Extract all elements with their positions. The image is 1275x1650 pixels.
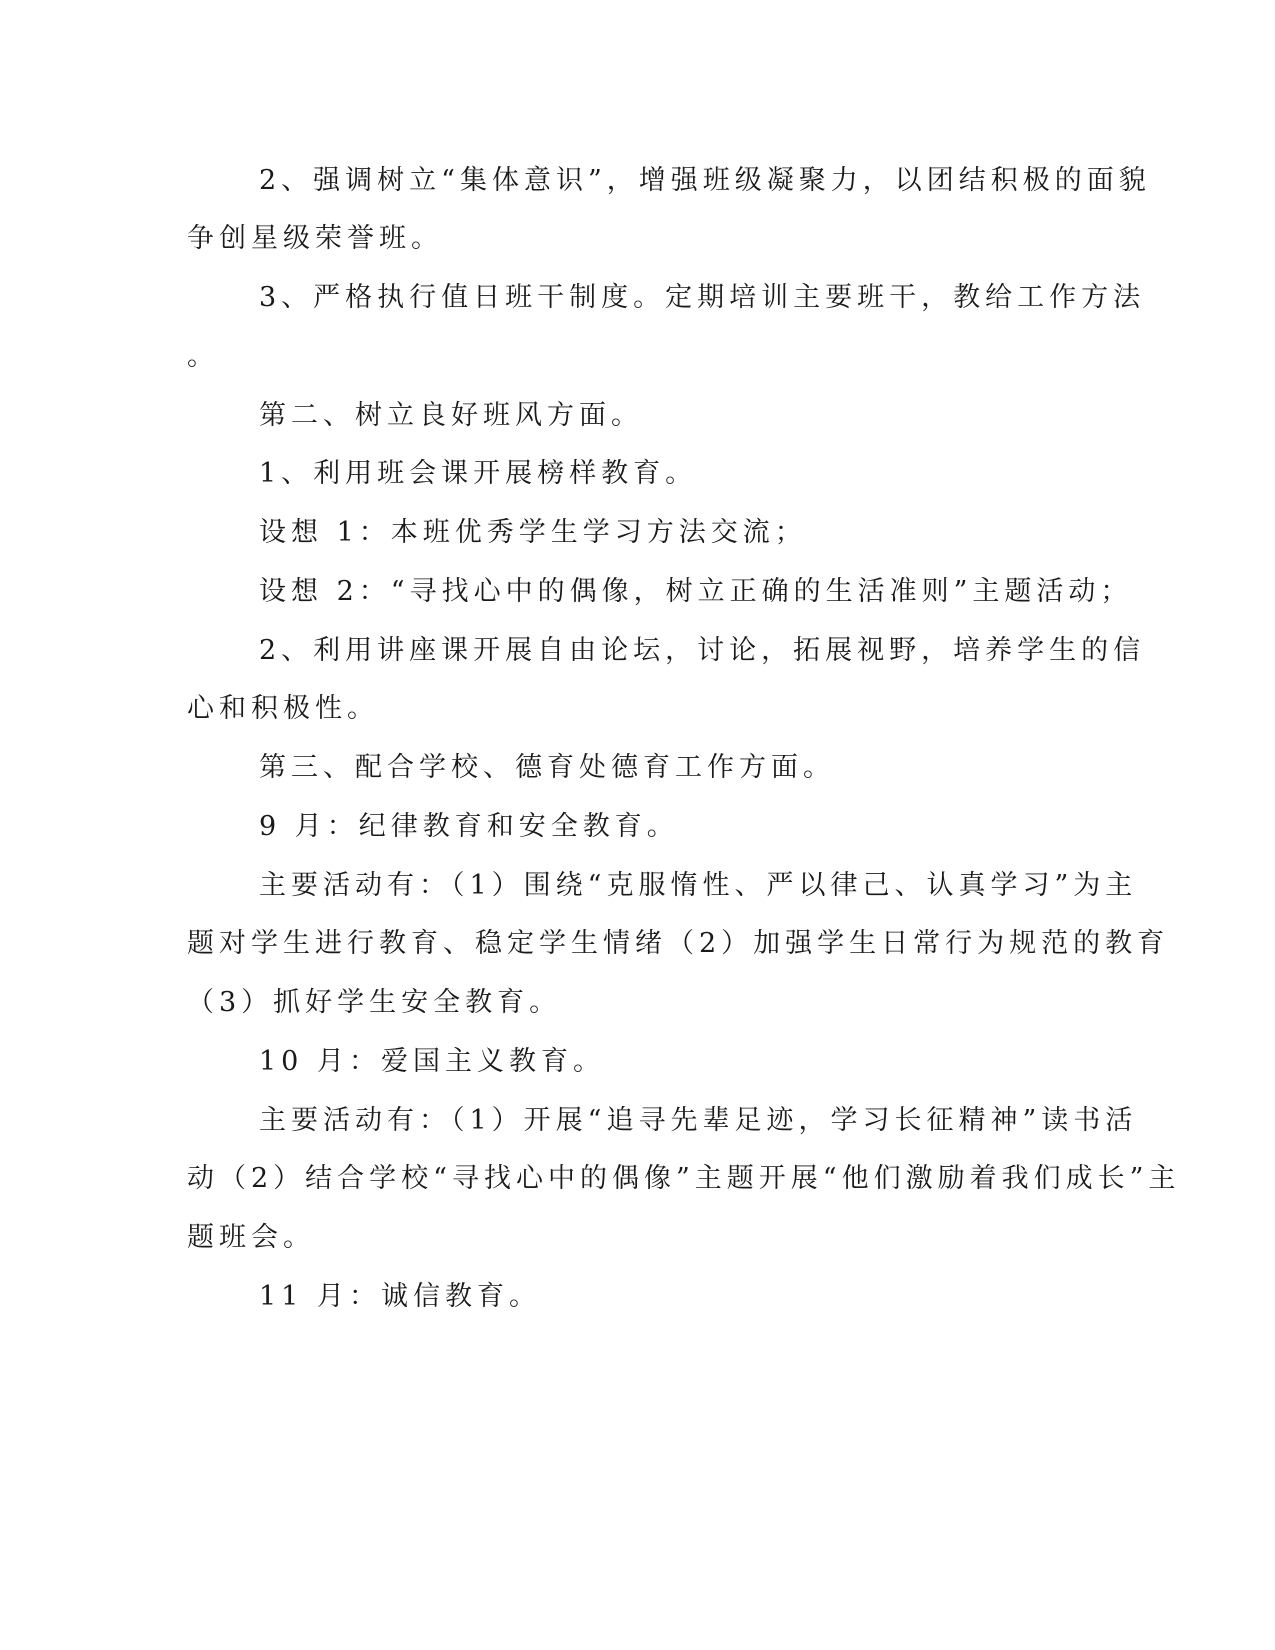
paragraph-line: 2、利用讲座课开展自由论坛，讨论，拓展视野，培养学生的信 <box>259 635 1146 666</box>
paragraph-line: 。 <box>187 341 219 372</box>
paragraph-line: 题班会。 <box>187 1222 315 1253</box>
paragraph-line: （3）抓好学生安全教育。 <box>187 987 562 1018</box>
paragraph-line: 设想 1：本班优秀学生学习方法交流； <box>259 517 807 548</box>
paragraph-line: 10 月：爱国主义教育。 <box>259 1046 605 1077</box>
paragraph-line: 1、利用班会课开展榜样教育。 <box>259 458 698 489</box>
paragraph-line: 主要活动有：（1）围绕“克服惰性、严以律己、认真学习”为主 <box>259 870 1138 901</box>
paragraph-line: 设想 2：“寻找心中的偶像，树立正确的生活准则”主题活动； <box>259 576 1133 607</box>
paragraph-line: 动（2）结合学校“寻找心中的偶像”主题开展“他们激励着我们成长”主 <box>187 1163 1181 1194</box>
paragraph-line: 9 月：纪律教育和安全教育。 <box>259 811 679 842</box>
paragraph-line: 心和积极性。 <box>187 693 379 724</box>
paragraph-line: 2、强调树立“集体意识”，增强班级凝聚力，以团结积极的面貌 <box>259 165 1151 196</box>
section-heading: 第二、树立良好班风方面。 <box>259 400 643 431</box>
paragraph-line: 3、严格执行值日班干制度。定期培训主要班干，教给工作方法 <box>259 282 1146 313</box>
paragraph-line: 争创星级荣誉班。 <box>187 223 443 254</box>
section-heading: 第三、配合学校、德育处德育工作方面。 <box>259 752 835 783</box>
paragraph-line: 11 月：诚信教育。 <box>259 1281 541 1312</box>
paragraph-line: 主要活动有：（1）开展“追寻先辈足迹，学习长征精神”读书活 <box>259 1105 1138 1136</box>
paragraph-line: 题对学生进行教育、稳定学生情绪（2）加强学生日常行为规范的教育 <box>187 928 1170 959</box>
